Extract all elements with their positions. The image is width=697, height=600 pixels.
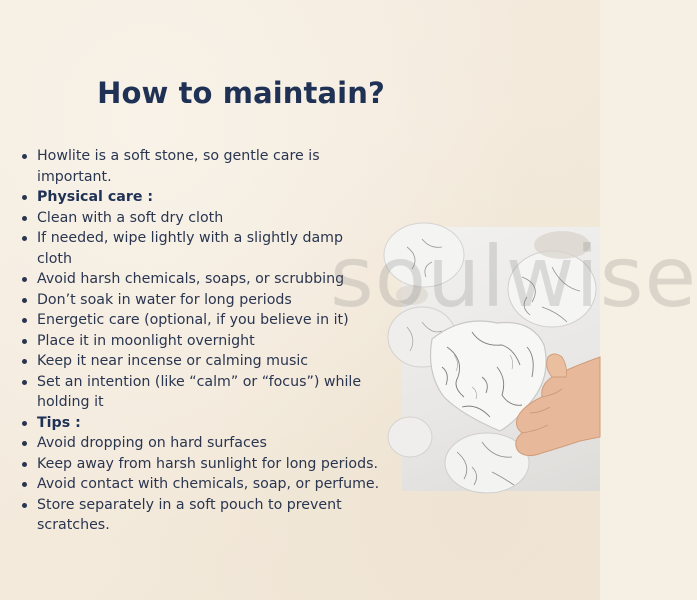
care-tips-list (20, 146, 380, 536)
list-item: Energetic care (optional, if you believe in it) (20, 310, 380, 331)
stone-top-right (508, 251, 596, 327)
section-heading-tips: Tips : (20, 413, 380, 434)
thumb (547, 354, 567, 377)
page-title: How to maintain? (97, 76, 385, 110)
stone-bottom-left (388, 417, 432, 457)
list-item: If needed, wipe lightly with a slightly damp cloth (20, 228, 380, 269)
list-item: Store separately in a soft pouch to prevent scratches. (20, 495, 380, 536)
list-item: Keep away from harsh sunlight for long periods. (20, 454, 380, 475)
list-item: Place it in moonlight overnight (20, 331, 380, 352)
list-item: Avoid dropping on hard surfaces (20, 433, 380, 454)
howlite-stones-photo (402, 227, 600, 491)
list-item: Set an intention (like “calm” or “focus”) while holding it (20, 372, 380, 413)
stone-top-left (384, 223, 464, 287)
section-heading-physical-care: Physical care : (20, 187, 380, 208)
list-item: Keep it near incense or calming music (20, 351, 380, 372)
list-item: Clean with a soft dry cloth (20, 208, 380, 229)
fluffy-cloth (534, 231, 590, 259)
list-item: Avoid harsh chemicals, soaps, or scrubbing (20, 269, 380, 290)
list-item: Howlite is a soft stone, so gentle care is important. (20, 146, 380, 187)
list-item: Avoid contact with chemicals, soap, or perfume. (20, 474, 380, 495)
watermark: soulwise (330, 228, 697, 326)
list-item: Don’t soak in water for long periods (20, 290, 380, 311)
